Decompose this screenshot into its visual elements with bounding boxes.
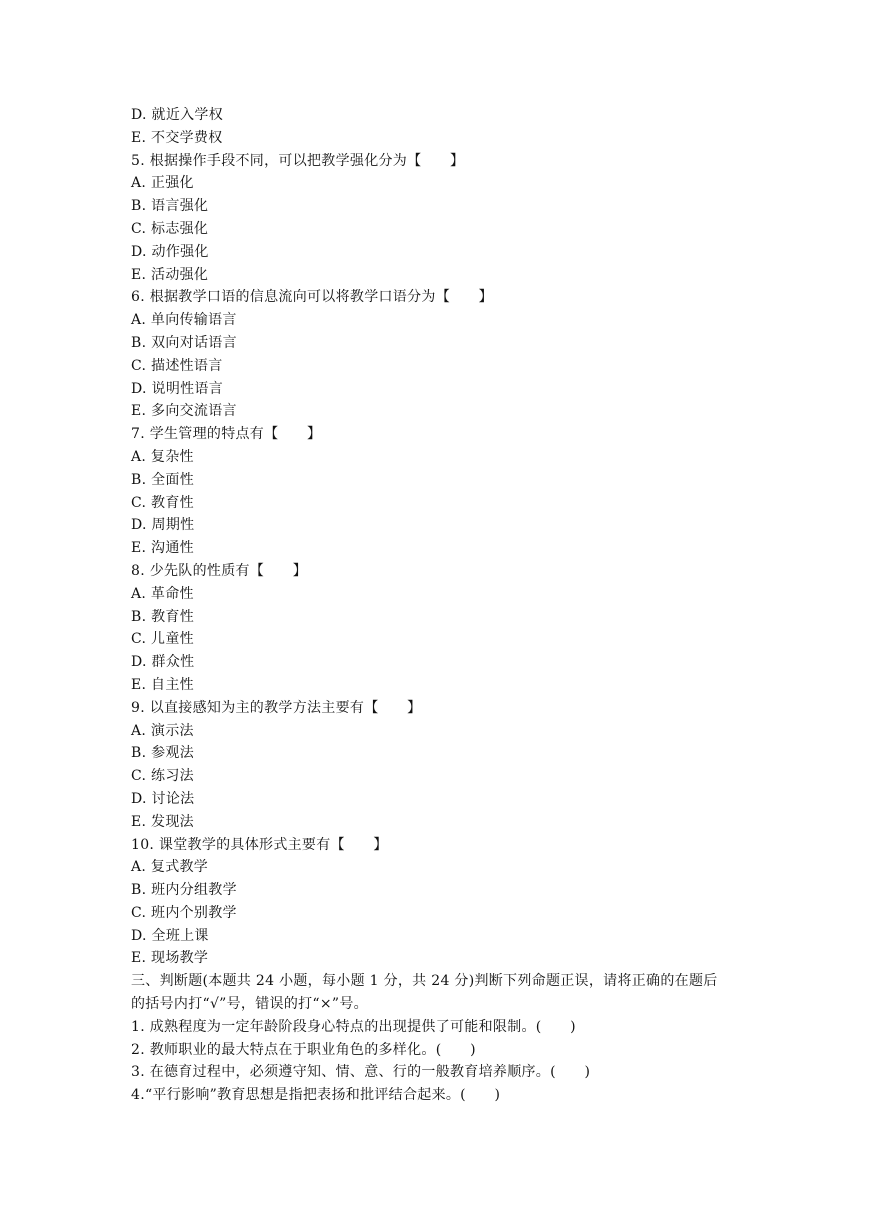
option-c-line: C. 班内个别教学: [131, 904, 237, 921]
option-b-line: B. 全面性: [131, 471, 194, 488]
option-d-line: D. 全班上课: [131, 927, 209, 944]
judgment-question-1: 1. 成熟程度为一定年龄阶段身心特点的出现提供了可能和限制。( ): [131, 1018, 576, 1035]
option-a-line: A. 复式教学: [131, 859, 209, 876]
option-d-line: D. 就近入学权: [131, 107, 224, 123]
judgment-question-2: 2. 教师职业的最大特点在于职业角色的多样化。( ): [131, 1041, 476, 1058]
option-d-line: D. 群众性: [131, 654, 195, 671]
option-b-line: B. 参观法: [131, 745, 194, 762]
option-d-line: D. 周期性: [131, 517, 195, 534]
question-6: 6. 根据教学口语的信息流向可以将教学口语分为【 】: [131, 289, 493, 306]
option-e-line: E. 现场教学: [131, 950, 209, 967]
option-e-line: E. 沟通性: [131, 540, 194, 557]
section-three-heading-continued: 的括号内打“√”号，错误的打“×”号。: [131, 996, 368, 1013]
judgment-question-3: 3. 在德育过程中，必须遵守知、情、意、行的一般教育培养顺序。( ): [131, 1064, 591, 1081]
option-c-line: C. 描述性语言: [131, 357, 223, 374]
option-a-line: A. 革命性: [131, 585, 194, 602]
question-10: 10. 课堂教学的具体形式主要有【 】: [131, 836, 388, 853]
option-e-line: E. 多向交流语言: [131, 403, 237, 420]
option-d-line: D. 说明性语言: [131, 380, 224, 397]
option-b-line: B. 班内分组教学: [131, 882, 237, 899]
option-a-line: A. 正强化: [131, 175, 194, 192]
option-a-line: A. 复杂性: [131, 448, 194, 465]
option-b-line: B. 语言强化: [131, 198, 209, 215]
option-a-line: A. 单向传输语言: [131, 312, 237, 329]
question-5: 5. 根据操作手段不同，可以把教学强化分为【 】: [131, 152, 465, 169]
option-c-line: C. 儿童性: [131, 631, 194, 648]
option-c-line: C. 标志强化: [131, 220, 209, 237]
option-d-line: D. 动作强化: [131, 243, 209, 260]
document-body: [131, 104, 751, 1107]
option-e-line: E. 发现法: [131, 813, 194, 830]
option-c-line: C. 教育性: [131, 494, 194, 511]
question-7: 7. 学生管理的特点有【 】: [131, 426, 322, 443]
option-b-line: B. 双向对话语言: [131, 334, 237, 351]
option-a-line: A. 演示法: [131, 722, 194, 739]
option-d-line: D. 讨论法: [131, 790, 195, 807]
section-three-heading: 三、判断题(本题共 24 小题，每小题 1 分，共 24 分)判断下列命题正误，请将正确的在题后: [131, 973, 718, 990]
question-8: 8. 少先队的性质有【 】: [131, 562, 308, 579]
option-c-line: C. 练习法: [131, 768, 194, 785]
question-9: 9. 以直接感知为主的教学方法主要有【 】: [131, 699, 422, 716]
option-e-line: E. 自主性: [131, 676, 194, 693]
option-e-line: E. 活动强化: [131, 266, 209, 283]
option-e-line: E. 不交学费权: [131, 129, 223, 146]
judgment-question-4: 4.“平行影响”教育思想是指把表扬和批评结合起来。( ): [131, 1087, 501, 1104]
option-b-line: B. 教育性: [131, 608, 194, 625]
